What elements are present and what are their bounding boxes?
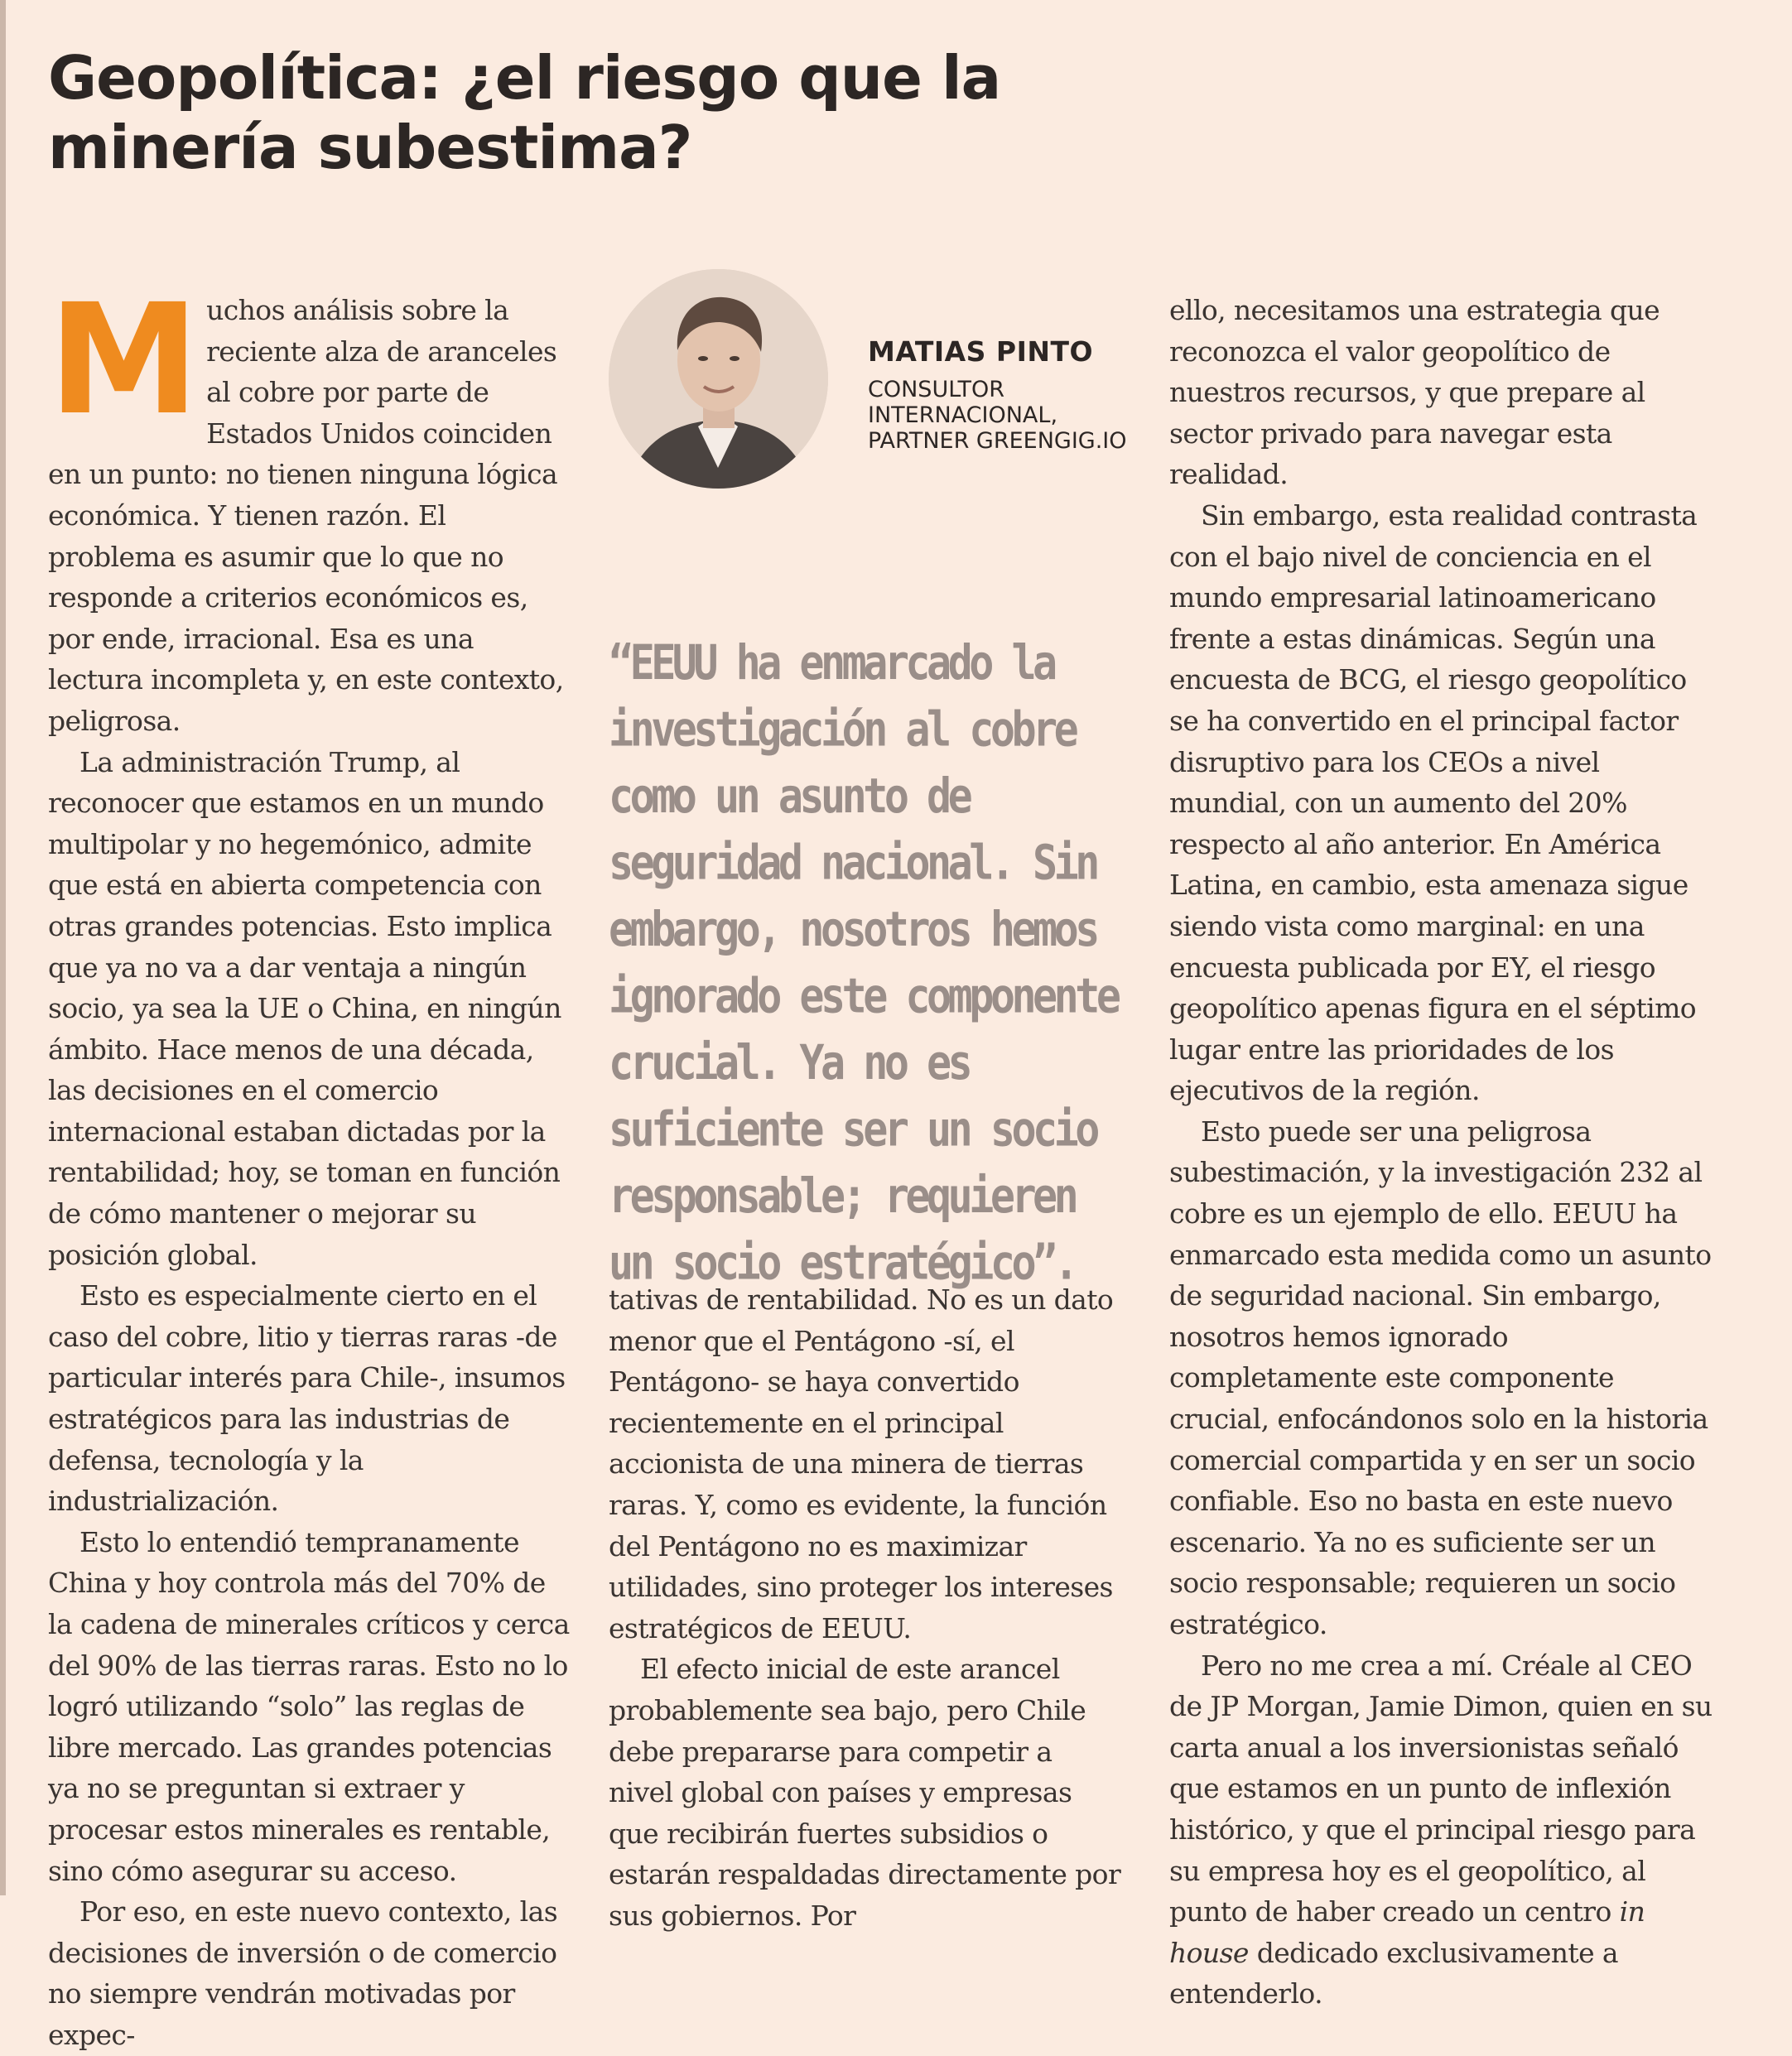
paragraph: Por eso, en este nuevo contexto, las decisiones de inversión o de comercio no siempre vendrán motivadas por expec-: [48, 1895, 558, 2051]
paragraph: Esto lo entendió tempranamente China y hoy controla más del 70% de la cadena de minerales críticos y cerca del 90% de las tierras raras. Esto no lo logró utilizando “solo” las reglas de libre mercado. Las grandes potencias ya no se preguntan si extraer y procesar estos minerales es rentable, sino cómo asegurar su acceso.: [48, 1525, 570, 1887]
paragraph: El efecto inicial de este arancel probablemente sea bajo, pero Chile debe prepararse para competir a nivel global con países y empresas que recibirán fuertes subsidios o estarán respaldadas directamente por sus gobiernos. Por: [609, 1653, 1121, 1932]
author-role: [868, 377, 1133, 454]
paragraph: Esto puede ser una peligrosa subestimación, y la investigación 232 al cobre es un ejemplo de ello. EEUU ha enmarcado esta medida como un asunto de seguridad nacional. Sin embargo, nosotros hemos ignorado completamente este componente crucial, enfocándonos solo en la historia comercial compartida y en ser un socio confiable. Eso no basta en este nuevo escenario. Ya no es suficiente ser un socio responsable; requieren un socio estratégico.: [1169, 1115, 1712, 1640]
article-column-1: [48, 272, 570, 2056]
headline-line-1: Geopolítica: ¿el riesgo que la: [48, 43, 1001, 113]
article-column-2: [609, 1279, 1122, 1937]
author-photo: [609, 269, 828, 489]
author-role-line: INTERNACIONAL,: [868, 402, 1058, 428]
paragraph: Muchos análisis sobre la reciente alza de aranceles al cobre por parte de Estados Unidos coinciden en un punto: no tienen ninguna lógica económica. Y tienen razón. El problema es asumir que lo que no responde a criterios económicos es, por ende, irracional. Esa es una lectura incompleta y, en este contexto, peligrosa.: [48, 272, 564, 737]
paragraph: tativas de rentabilidad. No es un dato menor que el Pentágono -sí, el Pentágono- se haya convertido recientemente en el principal accionista de una minera de tierras raras. Y, como es evidente, la función del Pentágono no es maximizar utilidades, sino proteger los intereses estratégicos de EEUU.: [609, 1283, 1114, 1644]
paragraph: La administración Trump, al reconocer que estamos en un mundo multipolar y no hegemónico, admite que está en abierta competencia con otras grandes potencias. Esto implica que ya no va a dar ventaja a ningún socio, ya sea la UE o China, en ningún ámbito. Hace menos de una década, las decisiones en el comercio internacional estaban dictadas por la rentabilidad; hoy, se toman en función de cómo mantener o mejorar su posición global.: [48, 745, 561, 1271]
author-portrait-icon: [609, 269, 828, 489]
pull-quote: “EEUU ha enmarcado la investigación al cobre como un asunto de seguridad nacional. Sin embargo, nosotros hemos ignorado este componente crucial. Ya no es suficiente ser un socio responsable; requieren un socio estratégico”.: [609, 634, 1118, 1291]
author-role-line: CONSULTOR: [868, 377, 1005, 402]
paragraph: Sin embargo, esta realidad contrasta con el bajo nivel de conciencia en el mundo empresarial latinoamericano frente a estas dinámicas. Según una encuesta de BCG, el riesgo geopolítico se ha convertido en el principal factor disruptivo para los CEOs a nivel mundial, con un aumento del 20% respecto al año anterior. En América Latina, en cambio, esta amenaza sigue siendo vista como marginal: en una encuesta publicada por EY, el riesgo geopolítico apenas figura en el séptimo lugar entre las prioridades de los ejecutivos de la región.: [1169, 498, 1698, 1107]
paragraph: ello, necesitamos una estrategia que reconozca el valor geopolítico de nuestros recursos, y que prepare al sector privado para navegar esta realidad.: [1169, 294, 1660, 491]
article-column-3: [1169, 290, 1716, 2015]
headline-line-2: minería subestima?: [48, 113, 692, 182]
page-left-border: [0, 0, 6, 1895]
paragraph: Pero no me crea a mí. Créale al CEO de JP Morgan, Jamie Dimon, quien en su carta anual a los inversionistas señaló que estamos en un punto de inflexión histórico, y que el principal riesgo para su empresa hoy es el geopolítico, al punto de haber creado un centro in house dedicado exclusivamente a entenderlo.: [1169, 1649, 1713, 2010]
italic-phrase: in house: [1169, 1895, 1645, 1969]
author-role-line: PARTNER GREENGIG.IO: [868, 428, 1127, 454]
author-name: MATIAS PINTO: [868, 335, 1094, 368]
headline: [48, 43, 1290, 182]
paragraph: Esto es especialmente cierto en el caso del cobre, litio y tierras raras -de particular interés para Chile-, insumos estratégicos para las industrias de defensa, tecnología y la industrialización.: [48, 1279, 566, 1518]
drop-cap: M: [48, 272, 197, 449]
